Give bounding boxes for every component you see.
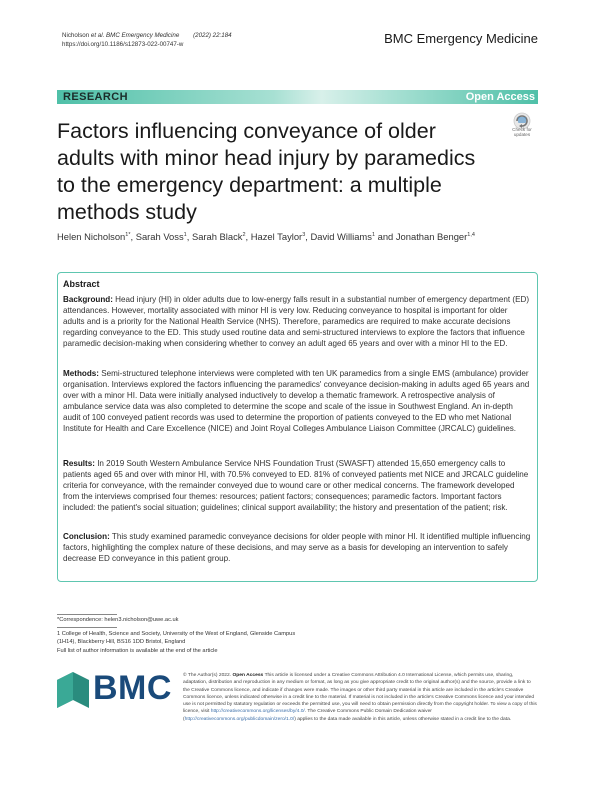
citation-author: Nicholson (62, 32, 90, 39)
section-label: RESEARCH (63, 91, 128, 103)
abstract-methods-text: Semi-structured telephone interviews were completed with ten UK paramedics from a single EMS (ambulance) provider organisation. Interviews explored the factors influencing the paramedics' conveyance decision-making in adults aged 65 years and over with a minor HI. Data were initially analysed inductively to develop a thematic framework. A retrospective analysis of ambulance service data was also completed to determine the scope and scale of the issue in Southwest England. An in-depth audit of 100 conveyed patient records was used to determine the proportion of patients conveyed to the ED who met National Institute for Health and Care Excellence (NICE) and Joint Royal Colleges Ambulance Liaison Committee (JRCALC) guidelines. (63, 369, 530, 433)
author-name: Hazel Taylor (250, 231, 303, 242)
citation-year: (2022) 22:184 (193, 32, 232, 39)
check-for-updates-line2: updates (513, 132, 531, 137)
author-affiliation-mark: 3 (302, 231, 306, 238)
open-access-label: Open Access (465, 91, 535, 103)
check-for-updates-line1: Check for (512, 127, 532, 132)
footnote-divider (57, 614, 117, 615)
author-name: Sarah Voss (135, 231, 184, 242)
affiliation-more: Full list of author information is available at the end of the article (57, 647, 218, 654)
license-text (183, 672, 538, 723)
author-affiliation-mark: 1* (125, 231, 131, 238)
abstract-background-text: Head injury (HI) in older adults due to low-energy falls result in a substantial number of emergency department (ED) attendances. However, mortality associated with minor HI is very low. Reducing conveyance to hospital is important for older adults and is a priority for the National Health Service (NHS). Therefore, paramedics are required to make accurate decisions regarding conveyance to the ED. This study used routine data and semi-structured interviews to explore the factors that influence paramedic decision-making when considering whether to convey an adult aged 65 years and over with a minor HI to the ED. (63, 295, 530, 348)
citation-etal: et al. BMC Emergency Medicine (90, 32, 180, 39)
abstract-conclusion-text: This study examined paramedic conveyance decisions for older people with minor HI. It identified multiple influencing factors, highlighting the complex nature of these decisions, and may serve as a basis for developing an intervention to safely decrease ED conveyance in this patient group. (63, 532, 531, 563)
abstract-background-label: Background: (63, 295, 113, 304)
license-link-cc0[interactable]: http://creativecommons.org/publicdomain/zero/1.0/ (184, 716, 295, 722)
author-name: David Williams (310, 231, 372, 242)
license-open-access: Open Access (232, 673, 264, 678)
abstract-heading: Abstract (63, 279, 100, 289)
running-header (62, 31, 232, 49)
bmc-logo-text: BMC (93, 669, 172, 707)
doi-link[interactable]: https://doi.org/10.1186/s12873-022-00747-w (62, 41, 184, 48)
abstract-conclusion-label: Conclusion: (63, 532, 110, 541)
license-body: This article is licensed under a Creative Commons Attribution 4.0 International License, which permits use, sharing, adaptation, distribution and reproduction in any medium or format, as long as you give appropriate credit to the original author(s) and the source, provide a link to the Creative Commons licence, and indicate if changes were made. The images or other third party material in this article are included in the article's Creative Commons licence, unless indicated otherwise in a credit line to the material. If material is not included in the article's Creative Commons licence and your intended use is not permitted by statutory regulation or exceeds the permitted use, you will need to obtain permission directly from the copyright holder. To view a copy of this licence, visit (183, 673, 537, 715)
article-title: Factors influencing conveyance of older adults with minor head injury by paramedics to the emergency department: a multiple methods study (57, 119, 476, 224)
author-affiliation-mark: 1,4 (467, 231, 475, 238)
citation-line (62, 31, 232, 40)
license-end: ) applies to the data made available in this article, unless otherwise stated in a credit line to the data. (294, 716, 512, 722)
author-name: Helen Nicholson (57, 231, 126, 242)
author-name: Jonathan Benger (395, 231, 468, 242)
check-for-updates-label[interactable] (506, 127, 538, 137)
affiliations (57, 630, 307, 655)
author-affiliation-mark: 2 (242, 231, 246, 238)
abstract-results-label: Results: (63, 459, 95, 468)
abstract-background (63, 295, 531, 350)
affiliation-divider (57, 627, 117, 628)
author-list: Helen Nicholson$^{1*}$, Sarah Voss$^1$, Sarah Black$^2$, Hazel Taylor$^3$, David Williams$^1$ and Jonathan Benger$^{1,4}$ (57, 231, 475, 242)
author-affiliation-mark: 1 (371, 231, 375, 238)
journal-name: BMC Emergency Medicine (384, 31, 538, 46)
abstract-results (63, 459, 531, 514)
correspondence: *Correspondence: helen3.nicholson@uwe.ac.uk (57, 617, 179, 623)
abstract-methods (63, 369, 531, 434)
license-link-cc-by[interactable]: http://creativecommons.org/licenses/by/4.0/ (210, 709, 305, 715)
abstract-results-text: In 2019 South Western Ambulance Service NHS Foundation Trust (SWASFT) attended 15,650 emergency calls to patients aged 65 and over with minor HI, with 70.5% conveyed to ED. 81% of conveyed patients met NICE and JRCALC guideline criteria for conveyance, with the remainder conveyed due to wound care or other medical concerns. The framework developed from the interviews comprised four themes: resources; patient factors; consequences; paramedic factors. Important factors included: the patient's social situation; guidelines; clinical support availability; the history and presentation of the patient; risk. (63, 459, 529, 512)
license-mid: . The Creative Commons Public Domain Dedication waiver ( (183, 709, 432, 722)
author-name: Sarah Black (191, 231, 243, 242)
license-lead: © The Author(s) 2022. (183, 673, 232, 678)
abstract-conclusion (63, 532, 531, 565)
abstract-methods-label: Methods: (63, 369, 99, 378)
author-affiliation-mark: 1 (183, 231, 187, 238)
affiliation-1: 1 College of Health, Science and Society, University of the West of England, Glenside Campus (1H14), Blackberry Hill, BS16 1DD Bristol, England (57, 631, 296, 646)
